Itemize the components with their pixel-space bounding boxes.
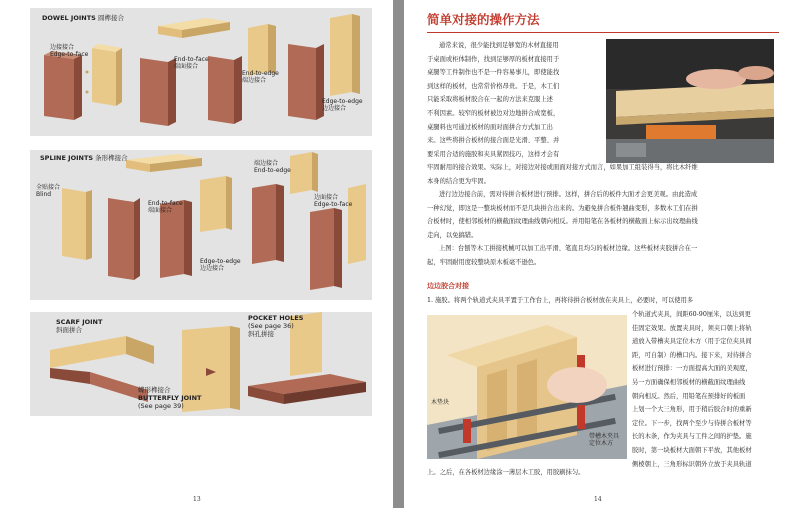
- para2-line: 合板材时，使相邻板材的横截面纹理曲线朝向相反。并用铅笔在各板材的横截面上标示出纹理曲线: [427, 218, 698, 226]
- spline-joints-panel: [30, 150, 372, 300]
- caption-line: 起，牢固耐用度较整块原木板毫不逊色。: [427, 258, 541, 266]
- scarf-joint-label: SCARF JOINT 斜面拼合: [56, 318, 103, 334]
- dowel-label-3: End-to-edge 端边接合: [242, 70, 279, 84]
- spline-label-1: 全贴接合 Blind: [36, 184, 61, 198]
- pocket-holes-label: POCKET HOLES (See page 36) 斜孔拼接: [248, 314, 304, 338]
- dowel-label-2: End-to-face 端面接合: [174, 56, 209, 70]
- intro-line: 于桌面或柜体制作，找到足够厚的板材直接用于: [427, 55, 560, 63]
- left-page: [0, 0, 393, 508]
- step-line: 另一方面确保相邻板材的横截面纹理曲线: [632, 378, 746, 386]
- jointer-photo: [606, 39, 774, 163]
- edge-joint-paragraph: [427, 188, 777, 242]
- butterfly-joint-label: 蝶形榫接合 BUTTERFLY JOINT (See page 39): [138, 386, 202, 410]
- step-line: 朝向相反。然后，用铅笔在预排好的板面: [632, 392, 746, 400]
- step-line: 长的木条，作为夹具与工件之间的护垫。施: [632, 433, 752, 441]
- intro-line: 只能采取将板材胶合在一起的方法来克服上述: [427, 96, 553, 104]
- intro-paragraph: [427, 39, 603, 161]
- para2-line: 走向，以免搞错。: [427, 231, 478, 239]
- spline-label-3: 端边接合 End-to-edge: [254, 160, 291, 174]
- intro-line: 来。这些将拼合板材的接合面是光滑、平整、并: [427, 137, 560, 145]
- step-line: 1. 施胶。将两个轨道式夹具平置于工作台上，再将待拼合板材放在夹具上，必要时，可以使用多: [427, 297, 694, 304]
- step-line: 距，可自制）的槽口内。接下来，对待拼合: [632, 351, 752, 359]
- wood-pad-label: 木垫块: [431, 399, 450, 406]
- intro-line: 桌腿等工件制作也不是一件容易事儿，即使能找: [427, 69, 560, 77]
- step-line: 胶时，第一块板材大面朝下平放，其他板材: [632, 446, 752, 454]
- step-line: 上。之后，在各板材边缘涂一薄层木工胶，用胶刷抹匀。: [427, 469, 585, 476]
- spline-joints-illustration: [30, 150, 372, 300]
- step-line: 侧棱朝上，三角形标识朝外立放于夹具轨道: [632, 460, 752, 468]
- para2-line: 一种幻觉，即这是一整块板材而不是几块拼合出来的。为避免拼合板件翘曲变形，多数木工们在拼: [427, 204, 698, 212]
- clamp-positioner-label: 带槽木夹具定位木方: [589, 433, 620, 447]
- step-line: 上划一个大三角形，用于稍后胶合时的重新: [632, 406, 752, 414]
- spline-label-2: End-to-face 端面接合: [148, 200, 183, 214]
- spline-label-5: Edge-to-edge 边边接合: [200, 258, 241, 272]
- intro-line: 不利因素。较窄的板材被边对边地拼合成宽板，: [427, 109, 560, 117]
- step-line: 定位。下一步，找两个至少与待拼合板材等: [632, 419, 752, 427]
- dowel-label-1: 边接接合 Edge-to-face: [50, 44, 89, 58]
- intro-line: 到这样的板材，也常常价格昂贵。于是，木工们: [427, 82, 560, 90]
- section-heading: 边边胶合对接: [427, 282, 469, 290]
- step-1-text: [632, 308, 778, 471]
- para2-line: 进行边边接合前，需对待拼合板材进行预排。这样，拼合后的板件大面才会更美观。由此造成: [439, 191, 698, 198]
- dowel-joints-panel: [30, 8, 372, 136]
- intro-line: 通常来说，很少能找到足够宽的木材直接用: [439, 42, 559, 49]
- dowel-label-4: Edge-to-edge 边边接合: [322, 98, 363, 112]
- step-1-last-line: [427, 466, 779, 480]
- intro-line: 桌腿料也可通过板材的面对面拼合方式加工出: [427, 123, 553, 131]
- page-title: 简单对接的操作方法: [427, 12, 540, 27]
- intro-line: 牢固耐用的接合效果。实际上，对接边对接或面面对接方式而言，如果加工组装得当，将比木纤维: [427, 164, 698, 171]
- dowel-joints-illustration: [30, 8, 372, 136]
- scarf-pocket-butterfly-panel: [30, 312, 372, 416]
- step-line: 板材进行预排：一方面提高大面的美观度，: [632, 365, 752, 373]
- step-line: 佳固定效果。放置夹具时，须夹口朝上将轨: [632, 324, 752, 332]
- page-number-left: 13: [193, 496, 201, 503]
- photo-caption: [427, 242, 777, 269]
- intro-paragraph-wide: [427, 161, 777, 188]
- dowel-joints-title: DOWEL JOINTS 圆榫接合: [42, 14, 124, 22]
- title-divider: [427, 32, 779, 33]
- step-line: 个轨道式夹具，间距60-90厘米，以达到更: [632, 311, 751, 318]
- clamp-glueup-illustration: [427, 315, 627, 459]
- intro-line: 要采用合适的施胶和夹具紧固技巧，这样才会有: [427, 150, 560, 158]
- page-number-right: 14: [594, 496, 602, 503]
- step-1-first-line: [427, 294, 779, 308]
- step-line: 道放入带槽夹具定位木方（用于定位夹具间: [632, 338, 752, 346]
- spline-label-4: 边面接合 Edge-to-face: [314, 194, 353, 208]
- caption-line: 上图：台刨等木工拼接机械可以加工出平滑、笔直且均匀的板材边缘。这些板材夹胶拼合在一: [439, 245, 698, 252]
- right-page: [404, 0, 797, 508]
- spline-joints-title: SPLINE JOINTS 条形榫接合: [40, 154, 128, 162]
- intro-line: 本身的结合更为牢固。: [427, 177, 490, 185]
